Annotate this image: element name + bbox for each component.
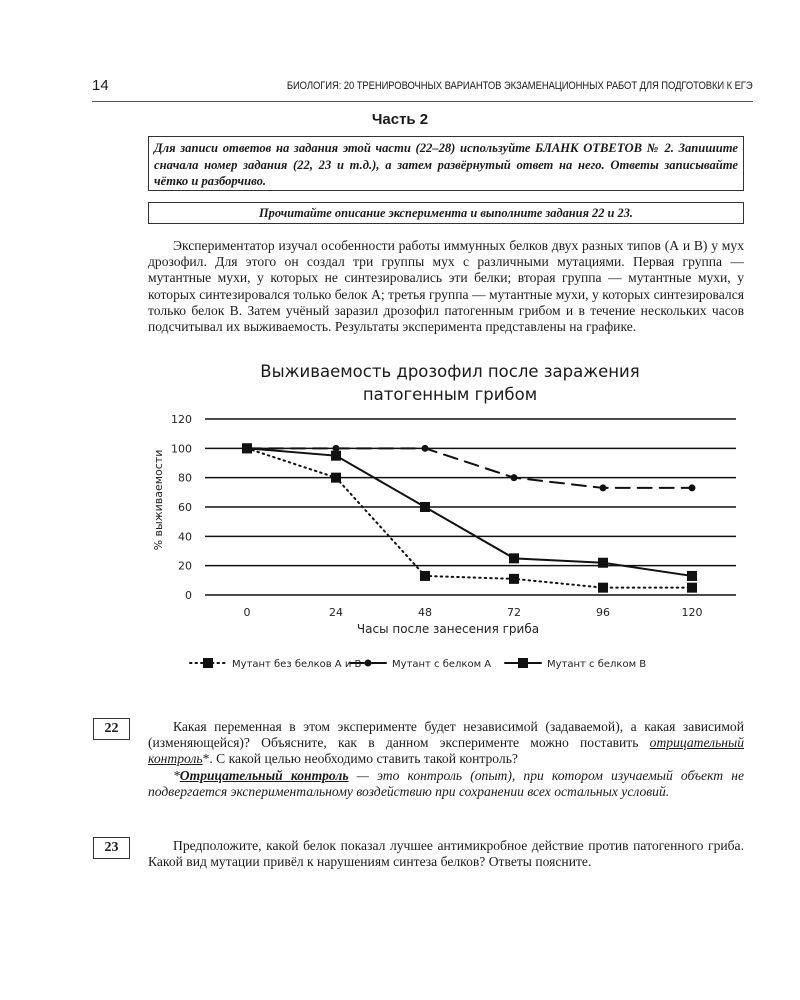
header-rule [92,101,753,102]
y-tick-label: 80 [178,471,192,485]
y-tick-label: 20 [178,559,192,573]
legend-label: Мутант с белком В [547,659,647,670]
legend-item [350,659,491,670]
intro-paragraph: Экспериментатор изучал особенности работы иммунных белков двух разных типов (А и В) у мух дрозофил. Для этого он создал три группы мух с различными мутациями. Первая группа — мутантные мухи, у которых не синтезировались эти белки; вторая группа — мутантные мухи, у которых синтезировался только белок А; третья группа — мутантные мухи, у которых синтезировался только белок В. Затем учёный заразил дрозофил патогенным грибом и в течение нескольких часов подсчитывал их выживаемость. Результаты эксперимента представлены на графике. [148,238,744,335]
y-tick-label: 60 [178,501,192,514]
data-point-marker [511,474,518,481]
data-point-marker [689,484,696,491]
task-number-22: 22 [93,718,130,740]
legend-label: Мутант без белков А и В [232,659,362,670]
part-title: Часть 2 [371,111,429,128]
data-point-marker [422,445,429,452]
data-point-marker [687,571,697,581]
task-22-term: отрицательный контроль [148,735,744,767]
running-title: БИОЛОГИЯ: 20 ТРЕНИРОВОЧНЫХ ВАРИАНТОВ ЭКЗАМЕНАЦИОННЫХ РАБОТ ДЛЯ ПОДГОТОВКИ К ЕГЭ [287,80,753,92]
y-axis-ticks [171,413,192,602]
footnote-mark: * [173,768,180,783]
data-point-marker [509,574,519,584]
legend-item [505,658,646,670]
chart-title-line1: Выживаемость дрозофил после заражения [260,362,640,381]
chart-legend [190,658,646,670]
footnote-text: — это контроль (опыт), при котором изучаемый объект не подвергается экспериментальному воздействию при сохранении всех остальных условий. [148,768,744,800]
x-tick-label: 96 [596,606,610,619]
y-tick-label: 0 [185,589,192,602]
data-point-marker [598,583,608,593]
data-point-marker [509,553,519,563]
y-tick-label: 100 [171,442,192,456]
data-point-marker [242,443,252,453]
x-tick-label: 72 [507,606,521,619]
data-point-marker [331,451,341,461]
footnote-term: Отрицательный контроль [179,768,349,783]
data-point-marker [420,502,430,512]
data-point-marker [598,558,608,568]
data-point-marker [420,571,430,581]
data-point-marker [600,484,607,491]
task-23-question: Предположите, какой белок показал лучшее антимикробное действие против патогенного гриба. Какой вид мутации привёл к нарушениям синтеза белков? Ответы поясните. [148,838,744,870]
read-prompt-box: Прочитайте описание эксперимента и выполните задания 22 и 23. [148,202,744,224]
task-22-question [148,719,744,768]
legend-item [190,658,361,670]
x-tick-label: 24 [329,606,343,619]
x-axis-label: Часы после занесения гриба [356,622,540,636]
x-axis-ticks [244,606,703,619]
x-tick-label: 120 [681,606,703,619]
task-number-23: 23 [93,837,130,859]
chart-title [150,360,750,406]
x-tick-label: 48 [418,606,432,619]
task-22-footnote [148,768,744,800]
y-tick-label: 120 [171,413,192,426]
legend-marker-icon [203,658,213,668]
data-point-marker [687,583,697,593]
task-22-text-part1: Какая переменная в этом эксперименте будет независимой (задаваемой), а какая зависимой (изменяющейся)? Объясните, как в данном эксперименте можно поставить [148,719,744,751]
task-22-text-part2: *. С какой целью необходимо ставить такой контроль? [202,751,518,767]
legend-marker-icon [365,660,372,667]
legend-label: Мутант с белком А [392,659,492,670]
y-tick-label: 40 [178,530,192,544]
chart-title-line2: патогенным грибом [362,385,538,404]
survival-chart [150,405,750,680]
series-line [247,448,692,576]
instructions-box: Для записи ответов на задания этой части (22–28) используйте БЛАНК ОТВЕТОВ № 2. Запишите сначала номер задания (22, 23 и т.д.), а затем развёрнутый ответ на него. Ответы записывайте чётко и разборчиво. [148,136,744,191]
series-1 [242,443,697,592]
series-2 [244,445,696,492]
legend-marker-icon [518,658,528,668]
y-axis-label: % выживаемости [152,449,165,551]
x-tick-label: 0 [243,606,251,619]
page-number: 14 [92,77,109,94]
chart-series [242,443,697,592]
chart-gridlines [205,419,736,595]
data-point-marker [331,473,341,483]
